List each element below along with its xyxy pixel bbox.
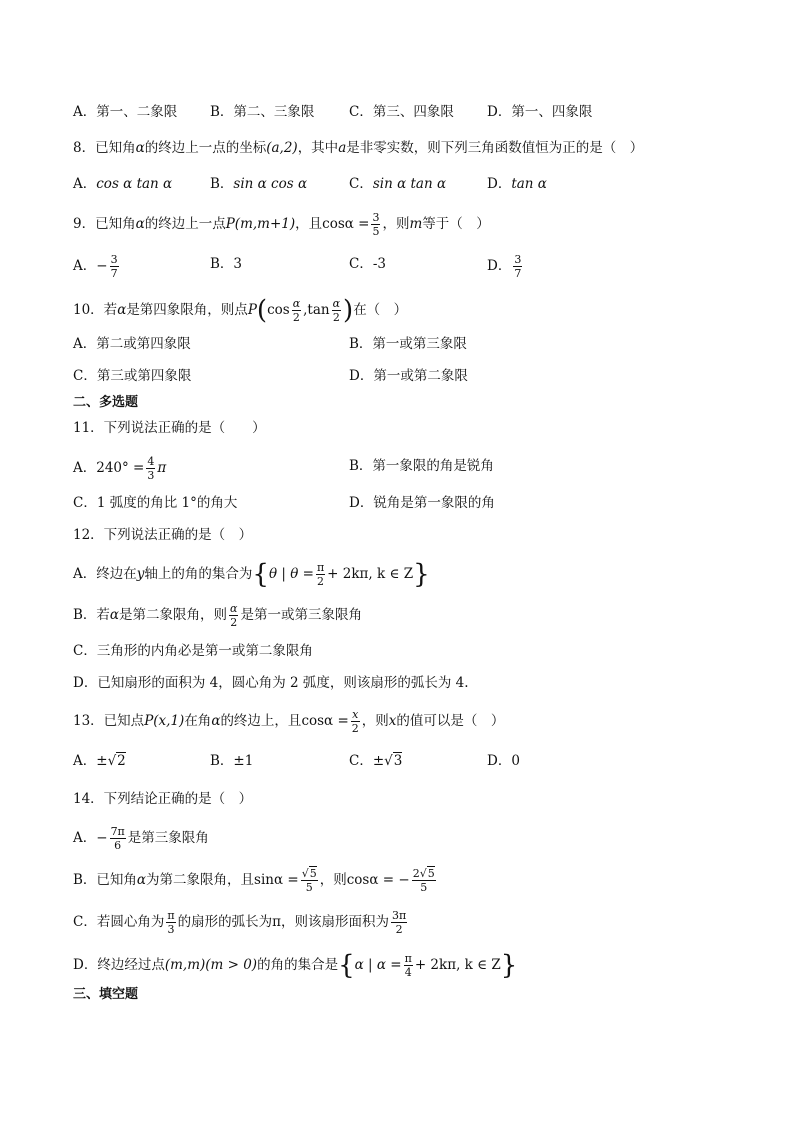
q8-text: 的终边上一点的坐标 [144,140,267,156]
option-label: C． [349,176,373,192]
minus-sign: − [96,830,108,846]
q13-text: 13．已知点 [73,713,145,729]
option-math: 240° = [96,460,145,476]
option-text: 是第三象限角 [127,830,209,846]
q9-text: 9．已知角 [73,216,136,232]
option-label: D． [487,176,512,192]
q8-option-a [73,173,172,195]
q7-option-b: B．第二、三象限 [210,104,315,120]
left-brace: { [338,950,355,981]
alpha: α [136,872,147,888]
denominator: 2 [351,722,359,735]
denominator: 2 [395,923,403,936]
q8-option-b [210,173,307,195]
q7-option-a: A．第一、二象限 [73,104,178,120]
q12-a-fraction [316,561,325,588]
q8-alpha: α [135,140,145,156]
set-rhs: + 2kπ, k ∈ Z [414,957,501,973]
q14-c-answer-fraction [391,909,407,936]
numerator: 3 [372,211,380,224]
radicand: 2 [117,753,126,769]
denominator: 5 [305,881,313,894]
q11-option-a [73,455,166,482]
q13-text: 的值可以是（ ） [396,713,505,729]
q9-option-a [73,253,121,280]
numerator: α [230,602,238,615]
option-math: sin α tan α [372,176,447,192]
q14-b-cos-fraction [412,867,436,894]
q12-stem: 12．下列说法正确的是（ ） [73,527,253,543]
q14-a-fraction [110,825,126,852]
q8-text: 是非零实数，则下列三角函数值恒为正的是（ ） [346,140,644,156]
numerator: π [167,909,175,922]
q8-a: a [338,140,347,156]
q14-option-d [73,952,517,979]
q10-fraction-1 [292,297,301,324]
radicand: 5 [427,867,435,880]
option-label: A． [73,460,97,476]
option-label: D． [487,258,512,274]
q13-alpha: α [211,713,221,729]
q9-d-fraction [513,253,522,280]
denominator: 2 [317,575,325,588]
cos-lhs: cosα = − [346,872,410,888]
option-text: C．若圆心角为 [73,914,165,930]
q8-option-c [349,173,446,195]
option-text: 是第一或第三象限角 [240,607,362,623]
section-multiple-choice: 二、多选题 [73,395,139,410]
option-text: B．已知角 [73,872,137,888]
radicand: 5 [309,867,317,880]
option-text: ，则该扇形面积为 [280,914,389,930]
q11-option-b: B．第一象限的角是锐角 [349,458,494,474]
q7-option-c: C．第三、四象限 [349,104,454,120]
q9-text: 等于（ ） [422,216,490,232]
set-lhs: θ | θ = [268,566,314,582]
q8-text: 8．已知角 [73,140,136,156]
q13-text: 在角 [184,713,212,729]
denominator: 6 [114,839,122,852]
q12-option-b [73,602,362,629]
q12-option-c: C．三角形的内角必是第一或第二象限角 [73,643,313,659]
set-rhs: + 2kπ, k ∈ Z [327,566,414,582]
q11-option-d: D．锐角是第一象限的角 [349,495,495,511]
option-label: A． [73,258,97,274]
option-label: A． [73,830,97,846]
q14-option-c [73,909,409,936]
sqrt-sign: √ [384,753,393,769]
q13-option-c [349,750,402,772]
q13-option-a [73,750,126,772]
q10-alpha: α [117,302,127,318]
q14-d-fraction [404,952,413,979]
numerator: α [332,297,341,310]
q9-option-d [487,253,524,280]
q7-option-d: D．第一、四象限 [487,104,593,120]
right-brace: } [500,950,518,981]
comma: , [303,302,308,318]
option-text: 为第二象限角，且 [146,872,255,888]
q10-point-p: P [247,302,257,318]
denominator: 4 [404,966,412,979]
plus-minus: ± [96,753,108,769]
plus-minus: ± [372,753,385,769]
q8-option-d [487,173,547,195]
section-fill-in: 三、填空题 [73,987,139,1002]
option-label: A． [73,176,97,192]
minus-sign: − [96,258,108,274]
q13-option-b: B．±1 [210,753,254,769]
y-var: y [136,566,145,582]
q9-alpha: α [135,216,145,232]
coefficient: 2 [412,867,420,880]
numerator: π [316,561,325,574]
numerator: α [292,297,301,310]
q14-stem: 14．下列结论正确的是（ ） [73,791,253,807]
q10-text: 是第四象限角，则点 [126,302,248,318]
q8-coord: (a,2) [266,140,298,156]
q10-cos: cos [267,302,290,318]
right-brace: } [413,559,430,590]
q10-option-d: D．第一或第二象限 [349,368,468,384]
q14-b-sin-fraction [301,867,318,894]
q14-option-a [73,825,209,852]
numerator: 7π [110,825,125,838]
option-text: D．终边经过点 [73,957,165,973]
option-label: A． [73,753,97,769]
q13-text: ，则 [361,713,389,729]
q10-stem [73,297,407,324]
q9-cos: cosα = [322,216,370,232]
q13-x: x [388,713,397,729]
q13-fraction [351,708,360,735]
pi: π [157,460,167,476]
denominator: 3 [167,923,175,936]
sqrt-sign: √ [107,753,117,769]
alpha: α [109,607,120,623]
q12-b-fraction [229,602,238,629]
q10-option-a: A．第二或第四象限 [73,336,191,352]
q11-a-fraction [146,455,155,482]
q10-tan: tan [307,302,330,318]
option-math: sin α cos α [233,176,308,192]
radicand: 3 [393,753,403,769]
option-text: ，则 [319,872,347,888]
q9-text: ，且 [295,216,323,232]
q11-stem: 11．下列说法正确的是（ ） [73,420,266,436]
numerator: 3 [514,253,522,266]
q9-text: ，则 [382,216,410,232]
q14-c-fraction [166,909,175,936]
q13-point: P(x,1) [144,713,185,729]
option-label: B． [210,176,234,192]
q13-option-d: D．0 [487,753,520,769]
numerator: π [404,952,412,965]
pi: π [272,914,281,930]
option-text: A．终边在 [73,566,137,582]
q8-stem [73,137,643,159]
q9-a-fraction [110,253,119,280]
numerator: 2√5 [412,867,435,880]
q13-text: 的终边上，且 [220,713,302,729]
option-text: 轴上的角的集合为 [144,566,253,582]
denominator: 5 [420,881,428,894]
option-math: cos α tan α [96,176,173,192]
set-lhs: α | α = [354,957,402,973]
denominator: 3 [147,469,155,482]
q9-m: m [409,216,423,232]
left-paren: ( [256,295,268,326]
numerator: 3 [110,253,118,266]
q8-text: ，其中 [297,140,339,156]
q13-cos: cosα = [301,713,349,729]
q9-stem [73,211,490,238]
q13-stem [73,708,504,735]
option-text: 的扇形的弧长为 [177,914,273,930]
option-label: C． [349,753,373,769]
sin-lhs: sinα = [254,872,299,888]
numerator: 3π [391,909,407,922]
option-text: 是第二象限角，则 [119,607,228,623]
q10-option-c: C．第三或第四象限 [73,368,192,384]
denominator: 7 [514,267,522,280]
q9-point: P(m,m+1) [225,216,296,232]
q10-fraction-2 [332,297,341,324]
option-math: tan α [511,176,547,192]
q11-option-c: C．1 弧度的角比 1°的角大 [73,495,238,511]
q9-fraction [371,211,380,238]
left-brace: { [252,559,269,590]
q9-text: 的终边上一点 [144,216,226,232]
denominator: 2 [230,616,238,629]
option-text: 的角的集合是 [257,957,339,973]
denominator: 2 [332,311,340,324]
q9-option-b: B．3 [210,256,243,272]
numerator: 4 [147,455,155,468]
numerator: √5 [301,867,317,880]
q10-text: 在（ ） [353,302,408,318]
q9-option-c: C．-3 [349,256,386,272]
point: (m,m)(m > 0) [164,957,258,973]
q12-option-d: D．已知扇形的面积为 4，圆心角为 2 弧度，则该扇形的弧长为 4. [73,675,469,691]
denominator: 7 [110,267,118,280]
denominator: 5 [372,225,380,238]
q12-option-a [73,561,430,588]
option-text: B．若 [73,607,110,623]
numerator: x [352,708,359,721]
right-paren: ) [343,295,354,326]
q10-text: 10．若 [73,302,118,318]
q10-option-b: B．第一或第三象限 [349,336,467,352]
denominator: 2 [292,311,300,324]
q14-option-b [73,867,438,894]
